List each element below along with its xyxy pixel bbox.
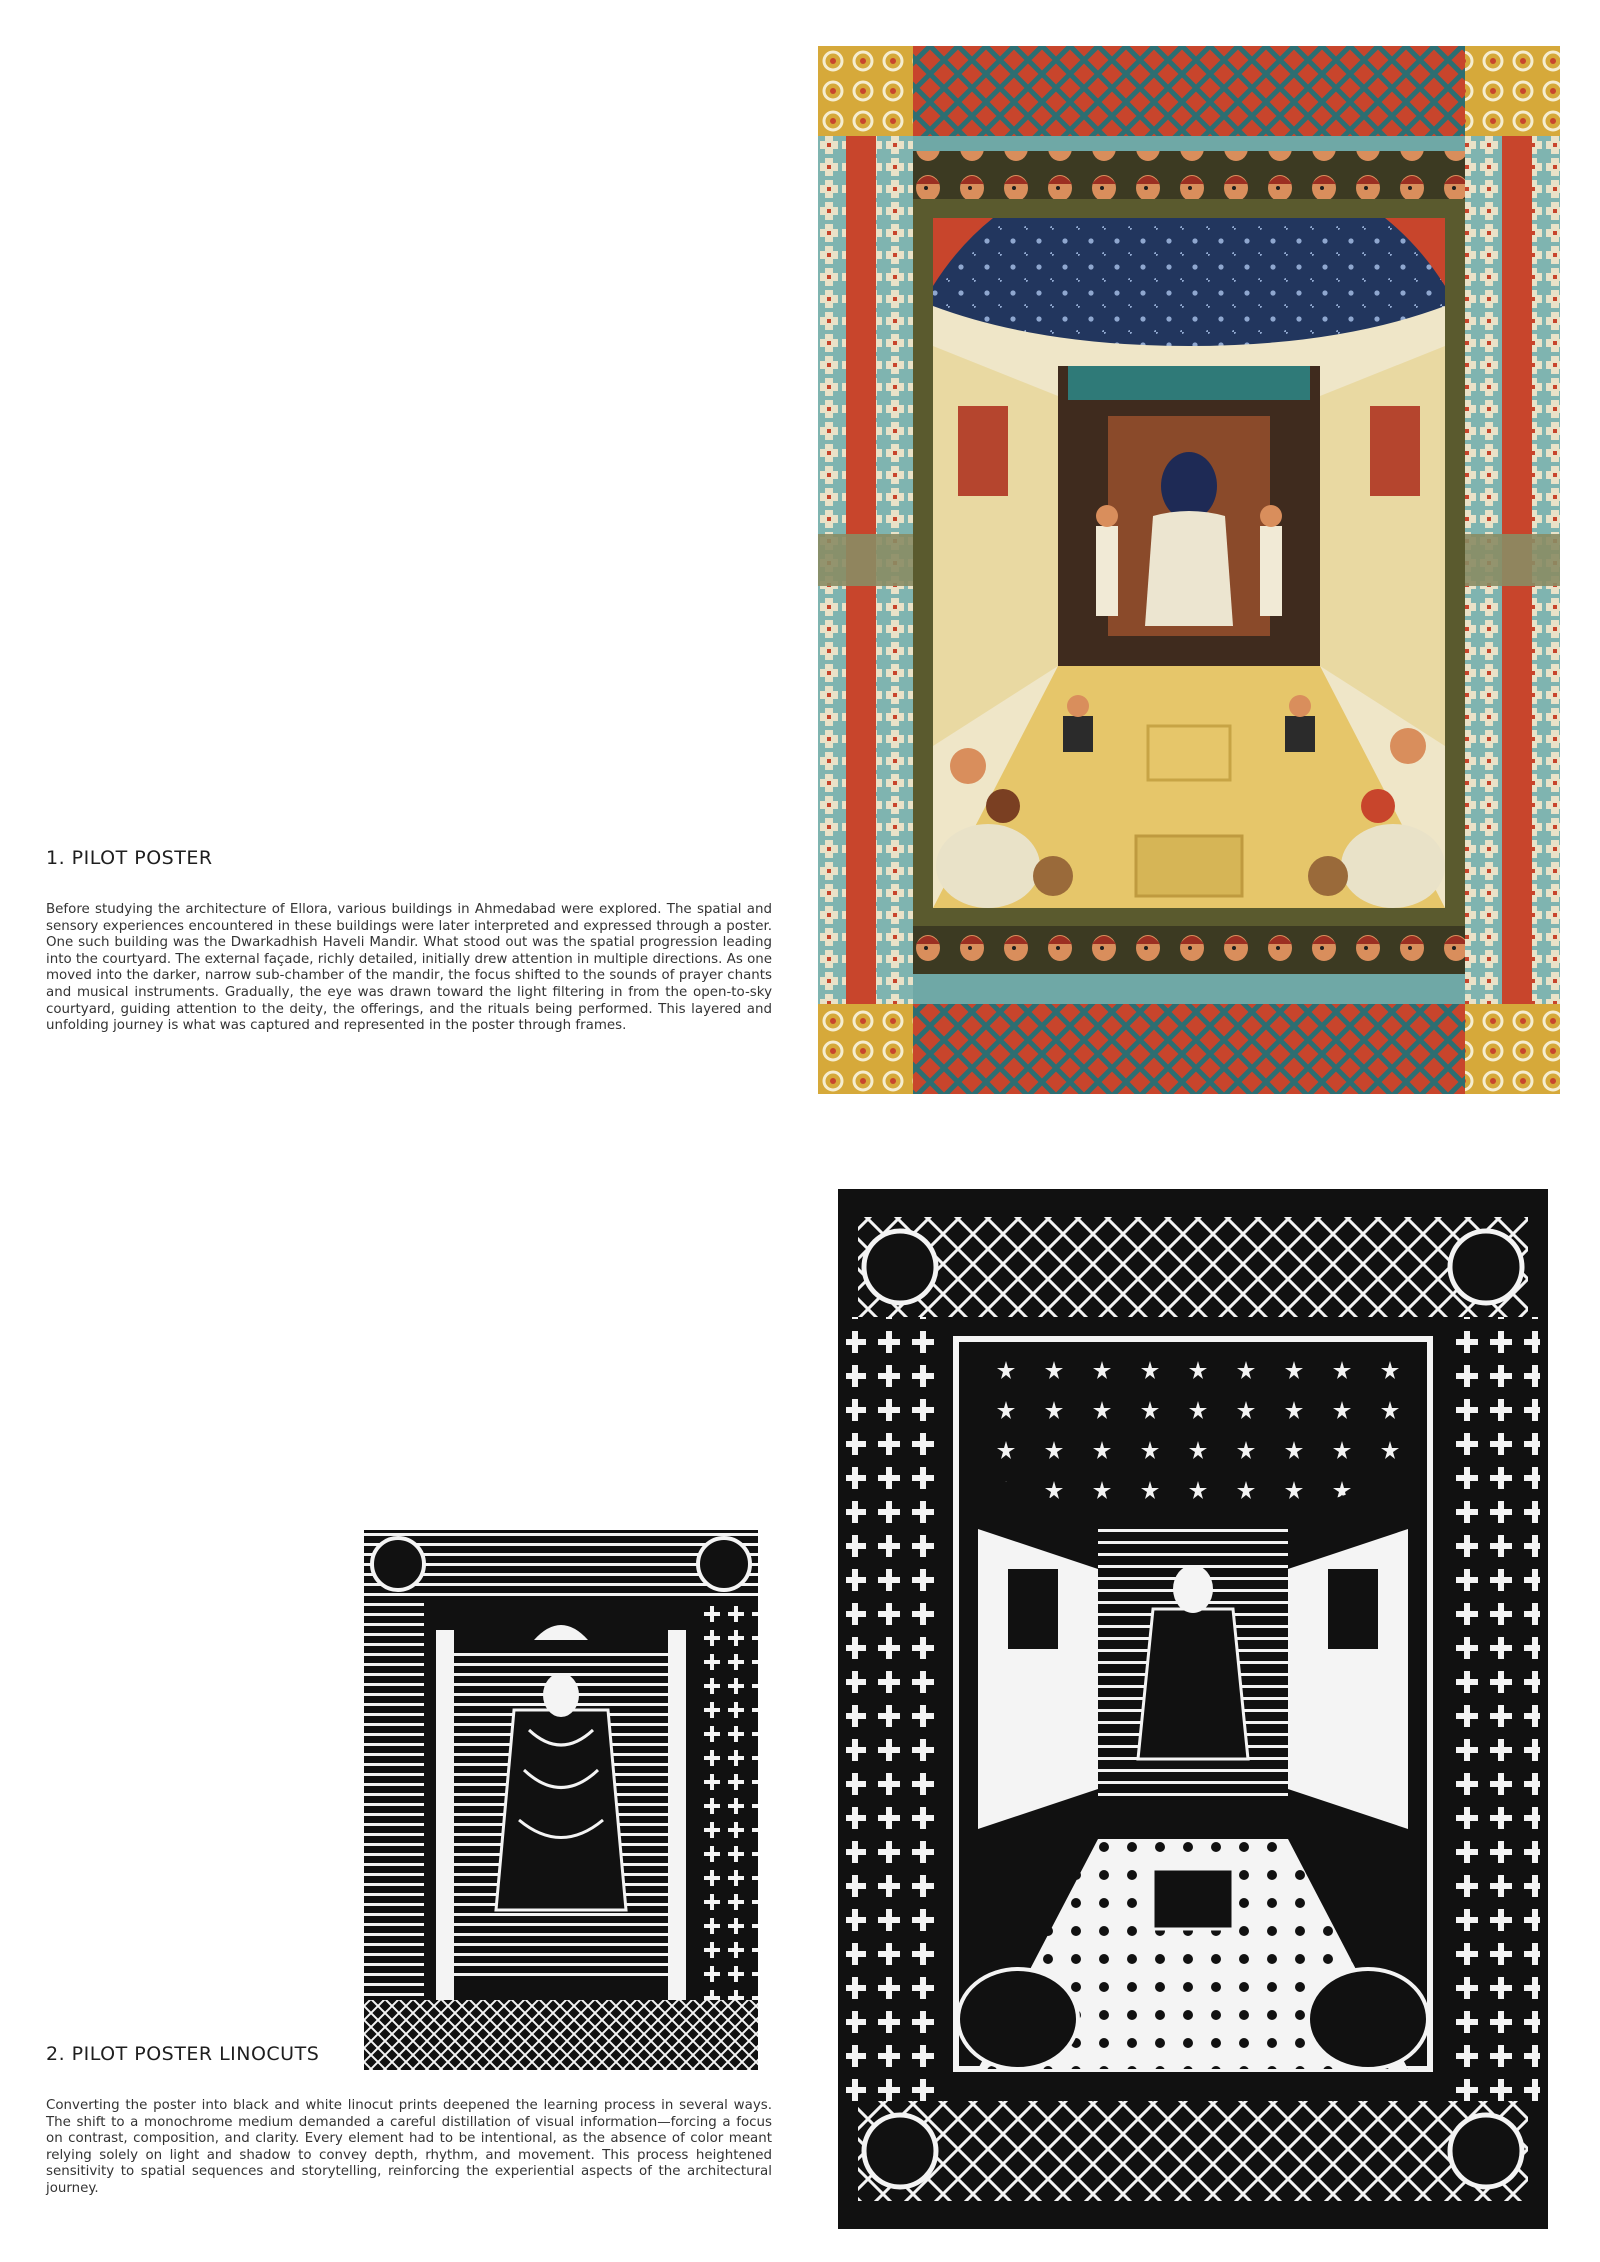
temple-illustration-icon (818, 46, 1560, 1094)
temple-linocut-icon (838, 1189, 1548, 2229)
linocut-small-image (364, 1530, 758, 2070)
linocut-large-image (838, 1189, 1548, 2229)
section-2-heading: 2. PILOT POSTER LINOCUTS (46, 2043, 320, 2065)
pilot-poster-image (818, 46, 1560, 1094)
section-1-body: Before studying the architecture of Ellora, various buildings in Ahmedabad were explored. The spatial and sensory experiences encountered in these buildings were later interpreted and expressed through a poster. One such building was the Dwarkadhish Haveli Mandir. What stood out was the spatial progression leading into the courtyard. The external façade, richly detailed, initially drew attention in multiple directions. As one moved into the darker, narrow sub-chamber of the mandir, the focus shifted to the sounds of prayer chants and musical instruments. Gradually, the eye was drawn toward the light filtering in from the open-to-sky courtyard, guiding attention to the deity, the offerings, and the rituals being performed. This layered and unfolding journey is what was captured and represented in the poster through frames. (46, 902, 772, 1034)
section-1-heading: 1. PILOT POSTER (46, 847, 213, 869)
deity-linocut-icon (364, 1530, 758, 2070)
section-2-body: Converting the poster into black and white linocut prints deepened the learning process in several ways. The shift to a monochrome medium demanded a careful distillation of visual information—forcing a focus on contrast, composition, and clarity. Every element had to be intentional, as the absence of color meant relying solely on light and shadow to convey depth, rhythm, and movement. This process heightened sensitivity to spatial sequences and storytelling, reinforcing the experiential aspects of the architectural journey. (46, 2098, 772, 2196)
